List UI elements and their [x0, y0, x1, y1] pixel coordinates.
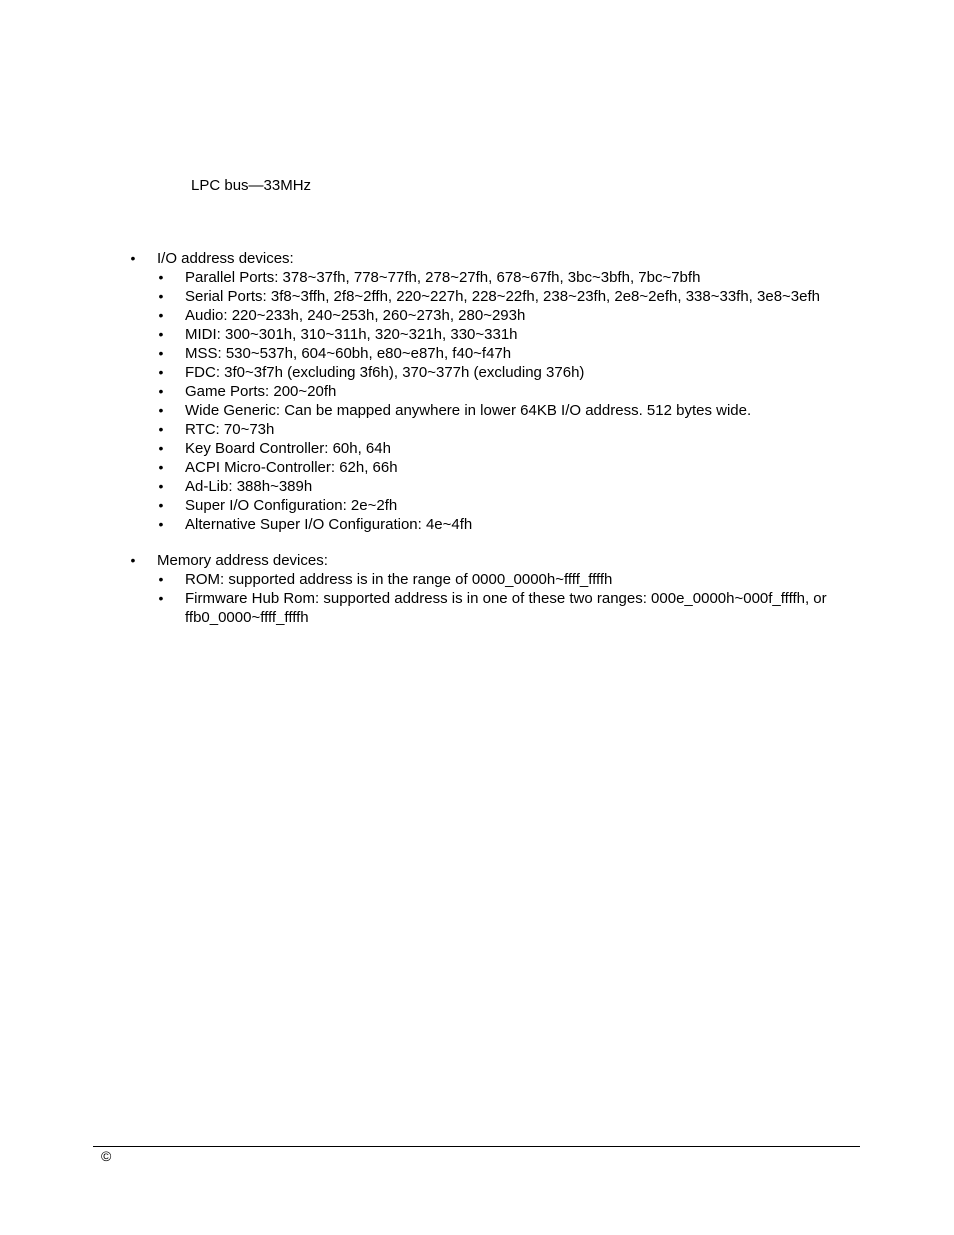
list-item [127, 287, 867, 306]
bullet-icon: • [130, 552, 136, 568]
list-item [127, 420, 867, 439]
list-item [127, 496, 867, 515]
list-item [127, 363, 867, 382]
bullet-icon: • [158, 326, 164, 342]
list-item [127, 325, 867, 344]
bullet-icon: • [158, 269, 164, 285]
memory-device-list [127, 570, 867, 627]
bullet-icon: • [158, 440, 164, 456]
bullet-icon: • [158, 571, 164, 587]
list-item [127, 570, 867, 589]
list-item [127, 439, 867, 458]
memory-heading-item [127, 551, 867, 570]
list-item [127, 515, 867, 534]
list-item [127, 268, 867, 287]
footer-divider [93, 1146, 860, 1147]
bullet-icon: • [158, 383, 164, 399]
list-item-text: Key Board Controller: 60h, 64h [185, 440, 391, 457]
list-item-text: Parallel Ports: 378~37fh, 778~77fh, 278~27fh, 678~67fh, 3bc~3bfh, 7bc~7bfh [185, 269, 701, 286]
list-item-text: MSS: 530~537h, 604~60bh, e80~e87h, f40~f47h [185, 345, 512, 362]
list-item [127, 382, 867, 401]
list-item-text: Super I/O Configuration: 2e~2fh [185, 497, 398, 514]
io-heading: I/O address devices: [157, 250, 294, 267]
bullet-icon: • [130, 250, 136, 266]
list-item-text: Firmware Hub Rom: supported address is in one of these two ranges: 000e_0000h~000f_ffffh, or ffb0_0000~ffff_ffffh [185, 590, 827, 626]
list-item [127, 344, 867, 363]
list-item [127, 401, 867, 420]
bullet-icon: • [158, 497, 164, 513]
list-item-text: MIDI: 300~301h, 310~311h, 320~321h, 330~331h [185, 326, 518, 343]
bullet-icon: • [158, 478, 164, 494]
io-device-list [127, 268, 867, 534]
list-item [127, 306, 867, 325]
io-address-section [127, 249, 867, 534]
bullet-icon: • [158, 421, 164, 437]
list-item-text: ROM: supported address is in the range of 0000_0000h~ffff_ffffh [185, 571, 613, 588]
bullet-icon: • [158, 402, 164, 418]
list-item-text: Ad-Lib: 388h~389h [185, 478, 313, 495]
bullet-icon: • [158, 307, 164, 323]
list-item-text: Wide Generic: Can be mapped anywhere in lower 64KB I/O address. 512 bytes wide. [185, 402, 752, 419]
list-item [127, 458, 867, 477]
bullet-icon: • [158, 288, 164, 304]
bullet-icon: • [158, 516, 164, 532]
list-item-text: Serial Ports: 3f8~3ffh, 2f8~2ffh, 220~227h, 228~22fh, 238~23fh, 2e8~2efh, 338~33fh, 3e8~3efh [185, 288, 820, 305]
io-heading-item [127, 249, 867, 268]
list-item-text: Audio: 220~233h, 240~253h, 260~273h, 280~293h [185, 307, 526, 324]
bullet-icon: • [158, 345, 164, 361]
memory-heading: Memory address devices: [157, 552, 328, 569]
list-item [127, 589, 867, 627]
memory-address-section [127, 551, 867, 627]
list-item-text: ACPI Micro-Controller: 62h, 66h [185, 459, 398, 476]
copyright-symbol: © [101, 1148, 112, 1164]
list-item-text: Alternative Super I/O Configuration: 4e~4fh [185, 516, 473, 533]
lpc-bus-line: LPC bus—33MHz [191, 177, 312, 194]
list-item-text: RTC: 70~73h [185, 421, 275, 438]
list-item [127, 477, 867, 496]
list-item-text: Game Ports: 200~20fh [185, 383, 337, 400]
bullet-icon: • [158, 590, 164, 606]
bullet-icon: • [158, 364, 164, 380]
bullet-icon: • [158, 459, 164, 475]
list-item-text: FDC: 3f0~3f7h (excluding 3f6h), 370~377h (excluding 376h) [185, 364, 585, 381]
